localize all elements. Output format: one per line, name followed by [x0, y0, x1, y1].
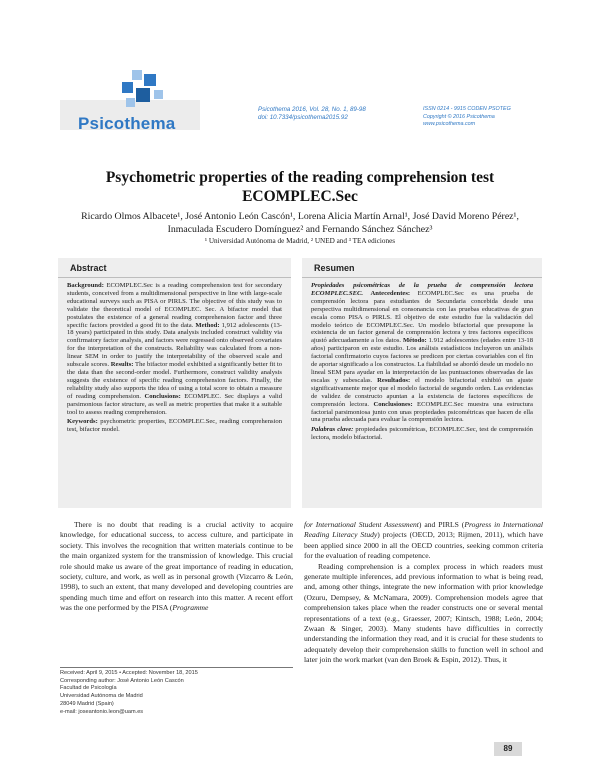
- abstract-conclusions-text: ECOMPLEC. Sec displays a valid parsimonious factor structure, as well as metric properties that make it a suitable tool to assess reading comprehension.: [67, 392, 282, 416]
- author-list: [60, 211, 540, 236]
- title-line-2: ECOMPLEC.Sec: [242, 188, 358, 205]
- resumen-heading: Resumen: [302, 258, 542, 278]
- pirls-full-name: Progress in International Reading Literacy Study: [304, 520, 544, 540]
- keywords-label: Keywords:: [67, 418, 98, 426]
- resumen-box: [302, 258, 542, 508]
- keywords-text: psychometric properties, ECOMPLEC.Sec, reading comprehension test, bifactor model.: [67, 418, 282, 434]
- abstract-method-label: Method:: [195, 321, 220, 329]
- abstract-conclusions-label: Conclusions:: [144, 392, 181, 400]
- palabras-clave-label: Palabras clave:: [311, 426, 354, 434]
- abstract-heading: Abstract: [58, 258, 291, 278]
- corresponding-author: Corresponding author: José Antonio León Cascón: [60, 677, 184, 684]
- journal-logo: Psicothema: [78, 114, 176, 133]
- body-column-right: [304, 520, 543, 666]
- resumen-metodo-label: Método:: [402, 337, 427, 345]
- abstract-text: [58, 278, 291, 434]
- abstract-results-label: Results:: [110, 361, 134, 369]
- issn-line: ISSN 0214 - 9915 CODEN PSOTEG: [423, 106, 511, 112]
- title-line-1: Psychometric properties of the reading comprehension test: [105, 169, 495, 186]
- issn-block: [423, 106, 511, 129]
- university: Universidad Autónoma de Madrid: [60, 693, 143, 700]
- resumen-antecedentes-text: ECOMPLEC.Sec es una prueba de comprensión lectora para estudiantes de Secundaria concebida desde una perspectiva multidimensional en consonancia con las pruebas educativas de gran escala como PISA o PIRLS. El objetivo de este estudio fue la validación del modelo teórico de ECOMPLEC.Sec. Un modelo bifactorial que presupone la existencia de un factor general de comprensión lectora y tres factores específicos ajustó adecuadamente a los datos.: [311, 289, 533, 345]
- resumen-text: [302, 278, 542, 442]
- intro-paragraph-1: There is no doubt that reading is a crucial activity to acquire knowledge, for educational success, to access culture, and participate in society. This involves the recognition that written materials continue to be the main organized system for the transmission of knowledge. This crucial role should make us aware of the great importance of reading in education, society, culture, and work, as well as in personal growth (Vizcarro & León, 1998), to such an extent, that many developed and developing countries are spending much time and effort on research into this matter. A recent effort was the one performed by the PISA (: [60, 520, 293, 613]
- intro-continuation-a: ) and PIRLS (: [418, 520, 465, 529]
- resumen-conclusiones-label: Conclusiones:: [373, 400, 413, 408]
- page-number: 89: [494, 742, 522, 756]
- abstract-box: [58, 258, 291, 508]
- resumen-conclusiones-text: ECOMPLEC.Sec muestra una estructura factorial parsimoniosa junto con unas propiedades psicométricas que hacen de ella una prueba adecuada para evaluar la comprensión lectora.: [311, 400, 533, 424]
- abstract-method-text: 1,912 adolescents (13-18 years) participated in this study. Data analysis included construct validity via confirmatory factor analysis, and factors were regressed onto observed covariates for the interpretation of the constructs. Reliability was calculated from a non-linear SEM in order to justify the interpretability of the observed scale and subscale scores.: [67, 321, 282, 369]
- pisa-full-name: for International Student Assessment: [304, 520, 419, 529]
- intro-paragraph-2: Reading comprehension is a complex process in which readers must generate multiple inferences, add previous information to what is being read, and, among other things, integrate the new information with prior knowledge (Ozuru, Dempsey, & McNamara, 2009). Comprehension models agree that comprehension takes place when the reader constructs one or several mental representations of a text (e.g., Graesser, 2007; Kintsch, 1988; León, 2004; Zwaan & Singer, 2003). Many students have difficulties in correctly understanding the information they read, and it is crucial for these students to adequately develop their comprehension skills to function well in school and later join the work market (van den Broek & Espin, 2012). Thus, it: [304, 561, 543, 665]
- intro-continuation-b: ) projects (OECD, 2013; Rijmen, 2011), which have been applied since 2000 in all the OECD countries, seeking common criteria for the evaluation of reading competence.: [304, 530, 544, 561]
- journal-volume: Psicothema 2016, Vol. 28, No. 1, 89-98: [258, 106, 366, 113]
- intro-italic-programme: Programme: [172, 603, 209, 613]
- email: e-mail: joseantonio.leon@uam.es: [60, 708, 144, 715]
- paper-title: [60, 168, 540, 206]
- abstract-background-text: ECOMPLEC.Sec is a reading comprehension test for secondary students, conceived from a multidimensional perspective in line with large-scale educational surveys such as PISA or PIRLS. The objective of this study was to validate the theoretical model of ECOMPLEC. Sec. A bifactor model that postulates the existence of a general reading comprehension factor and three specific factors provided a good fit to the data.: [67, 282, 282, 329]
- resumen-antecedentes-label: Antecedentes:: [370, 289, 411, 297]
- authors-line-2: Inmaculada Escudero Domínguez² and Fernando Sánchez Sánchez³: [167, 223, 433, 235]
- abstract-results-text: The bifactor model exhibited a significantly better fit to the data than the second-order model. Furthermore, construct validity analysis suggests the existence of specific reading comprehension factors. Finally, the reliability study also supports the idea of using a total score to obtain a measure of reading comprehension.: [67, 361, 282, 400]
- journal-url: www.psicothema.com: [423, 121, 476, 127]
- journal-citation: [258, 106, 366, 122]
- affiliations: ¹ Universidad Autónoma de Madrid, ² UNED and ³ TEA ediciones: [204, 237, 396, 245]
- resumen-metodo-text: 1.912 adolescentes (edades entre 13-18 años) participaron en este estudio. Los análisis estadísticos incluyeron un análisis factorial confirmatorio cuyos factores se predicen por ciertas covariables con el fin de aportar significado a los constructos. La fiabilidad se abordó desde un modelo no lineal SEM para ayudar en la interpretación de las puntuaciones observadas de las escalas y subescalas.: [311, 337, 533, 384]
- correspondence-footnote: [60, 670, 293, 716]
- resumen-resultados-label: Resultados:: [377, 376, 411, 384]
- authors-line-1: Ricardo Olmos Albacete¹, José Antonio León Cascón¹, Lorena Alicia Martín Arnal¹, José David Moreno Pérez¹,: [81, 211, 519, 222]
- abstract-background-label: Background:: [67, 282, 104, 289]
- palabras-clave-text: propiedades psicométricas, ECOMPLEC.Sec, test de comprensión lectora, modelo bifactorial.: [311, 426, 533, 442]
- received-accepted: Received: April 9, 2015 • Accepted: November 18, 2015: [60, 670, 198, 676]
- body-column-left: [60, 520, 293, 614]
- footnote-divider: [60, 667, 293, 668]
- resumen-resultados-text: el modelo bifactorial exhibió un ajuste significativamente mejor que el modelo factorial de segundo orden. Las evidencias de validez de constructo apuntan a la existencia de factores específicos de comprensión lectora.: [311, 376, 533, 408]
- resumen-title: Propiedades psicométricas de la prueba de comprensión lectora ECOMPLEC.SEC.: [311, 282, 533, 297]
- city: 28049 Madrid (Spain): [60, 700, 114, 707]
- journal-doi: doi: 10.7334/psicothema2015.92: [258, 114, 348, 121]
- copyright-line: Copyright © 2016 Psicothema: [423, 113, 495, 120]
- faculty: Facultad de Psicología: [60, 685, 117, 692]
